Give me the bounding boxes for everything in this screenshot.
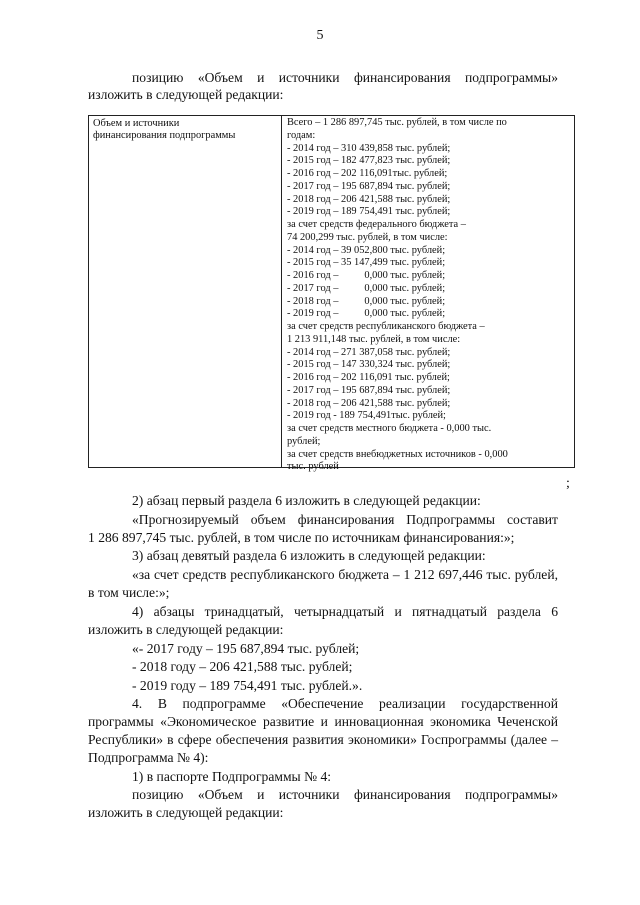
para-10-line-1: 4. В подпрограмме «Обеспечение реализации государственной [132,696,558,711]
table-value-line: - 2015 год – 147 330,324 тыс. рублей; [287,359,451,371]
table-value-line: - 2014 год – 39 052,800 тыс. рублей; [287,244,446,256]
table-value-line: - 2018 год – 206 421,588 тыс. рублей; [287,193,451,205]
para-10-line-3: Республики» в сфере обеспечения развития экономики» Госпрограммы (далее – [88,732,558,747]
para-5-line-2: в том числе:»; [88,585,170,600]
para-12-line-1: позицию «Объем и источники финансирования подпрограммы» [132,787,558,802]
table-value-line: - 2016 год – 202 116,091тыс. рублей; [287,168,448,179]
table-label-cell [93,118,279,141]
table-value-line: - 2017 год – 195 687,894 тыс. рублей; [287,180,451,192]
para-6-line-1: 4) абзацы тринадцатый, четырнадцатый и пятнадцатый раздела 6 [132,604,558,619]
table-value-line: за счет средств местного бюджета - 0,000 тыс. [287,423,492,434]
table-value-line: - 2016 год – 0,000 тыс. рублей; [287,270,446,281]
table-value-line: за счет средств республиканского бюджета – [287,321,485,332]
table-value-line: - 2014 год – 310 439,858 тыс. рублей; [287,142,451,154]
para-6-line-2: изложить в следующей редакции: [88,622,284,637]
para-4: 3) абзац девятый раздела 6 изложить в следующей редакции: [132,548,486,563]
table-value-line: - 2019 год – 0,000 тыс. рублей; [287,308,446,320]
table-value-line: - 2017 год – 0,000 тыс. рублей; [287,282,446,294]
para-11: 1) в паспорте Подпрограммы № 4: [132,769,332,784]
para-3-line-1: «Прогнозируемый объем финансирования Подпрограммы составит [132,512,558,527]
table-label-line: финансирования подпрограммы [93,129,236,141]
para-2: 2) абзац первый раздела 6 изложить в следующей редакции: [132,493,481,508]
intro-line-2: изложить в следующей редакции: [88,87,284,102]
table-value-line: - 2018 год – 206 421,588 тыс. рублей; [287,397,451,409]
table-value-cell [287,117,573,474]
table-value-line: 1 213 911,148 тыс. рублей, в том числе: [287,333,461,345]
table-column-divider [281,116,282,467]
table-value-line: - 2016 год – 202 116,091 тыс. рублей; [287,372,450,383]
table-label-line: Объем и источники [93,118,180,129]
table-value-line: тыс. рублей [287,461,339,473]
table-value-line: 74 200,299 тыс. рублей, в том числе: [287,231,448,243]
table-value-line: - 2018 год – 0,000 тыс. рублей; [287,295,446,307]
para-3-line-2: 1 286 897,745 тыс. рублей, в том числе по источникам финансирования:»; [88,530,515,545]
table-value-line: годам: [287,129,316,141]
financing-table [88,115,575,473]
para-12-line-2: изложить в следующей редакции: [88,805,284,820]
table-value-line: - 2019 год – 189 754,491 тыс. рублей; [287,206,451,218]
table-value-line: за счет средств внебюджетных источников - 0,000 [287,448,508,460]
para-10-line-4: Подпрограмма № 4): [88,750,209,765]
table-value-line: Всего – 1 286 897,745 тыс. рублей, в том числе по [287,117,507,128]
semicolon-mark: ; [566,476,570,491]
para-9: - 2019 году – 189 754,491 тыс. рублей.». [132,678,363,693]
table-value-line: - 2019 год - 189 754,491тыс. рублей; [287,410,446,422]
para-10-line-2: программы «Экономическое развитие и инновационная экономика Чеченской [88,714,558,729]
para-8: - 2018 году – 206 421,588 тыс. рублей; [132,659,353,674]
para-5-line-1: «за счет средств республиканского бюджета – 1 212 697,446 тыс. рублей, [132,567,558,582]
table-value-line: - 2014 год – 271 387,058 тыс. рублей; [287,346,451,358]
table-value-line: - 2015 год – 182 477,823 тыс. рублей; [287,155,451,167]
page-number: 5 [316,28,324,43]
table-value-line: за счет средств федерального бюджета – [287,219,466,230]
table-value-line: - 2015 год – 35 147,499 тыс. рублей; [287,257,446,269]
table-value-line: - 2017 год – 195 687,894 тыс. рублей; [287,384,451,396]
table-value-line: рублей; [287,435,321,447]
para-7: «- 2017 году – 195 687,894 тыс. рублей; [132,641,360,656]
intro-line-1: позицию «Объем и источники финансирования подпрограммы» [132,70,558,85]
